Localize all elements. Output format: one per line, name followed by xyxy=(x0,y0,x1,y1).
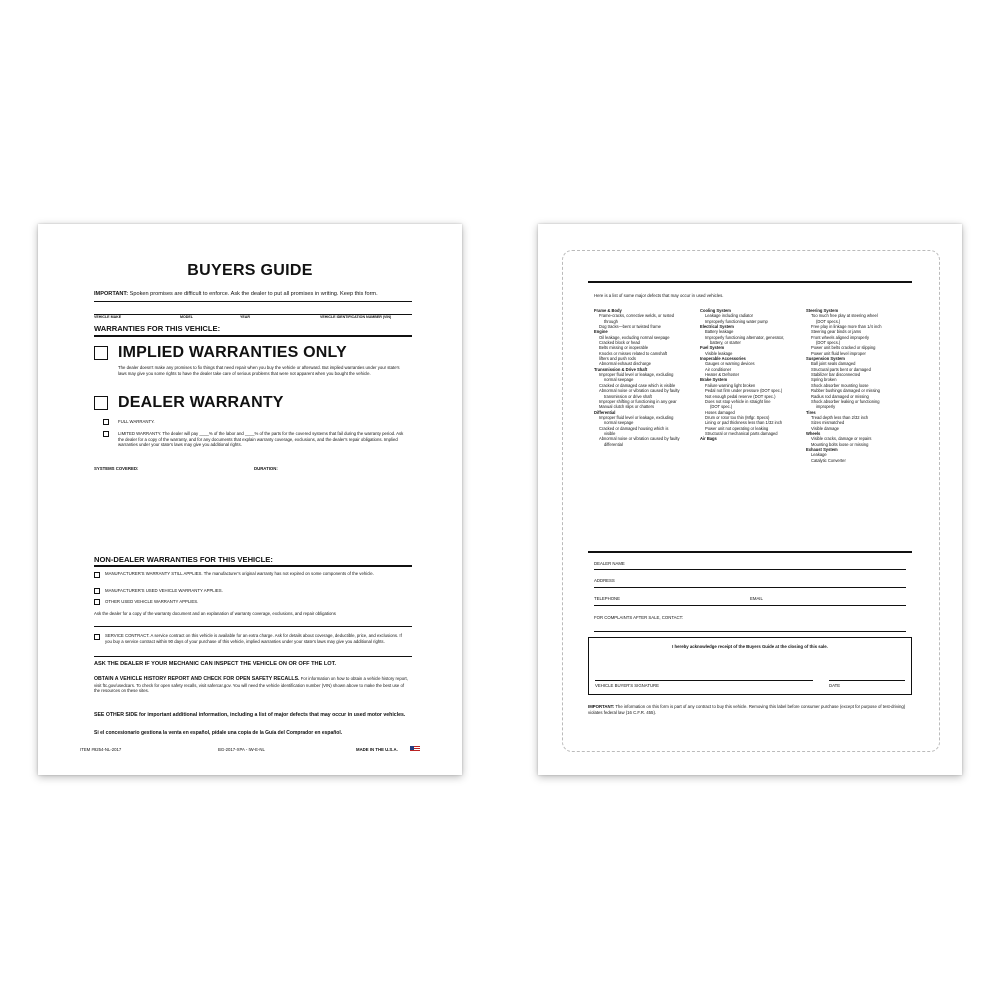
back-important-notice xyxy=(588,704,910,715)
defect-item: Manual clutch slips or chatters xyxy=(599,404,655,410)
defect-item: Free play in linkage more than 1/4 inch xyxy=(811,324,882,330)
ask-copy-text: Ask the dealer for a copy of the warranty document and an explanation of warranty coverage, exclusions, and repair obligations xyxy=(94,611,336,616)
date-label: DATE xyxy=(829,683,841,688)
important-text: Spoken promises are difficult to enforce. Ask the dealer to put all promises in writing. Keep this form. xyxy=(129,291,378,297)
defect-item: Frame-cracks, corrective welds, or rusted xyxy=(599,313,675,319)
defect-item: through xyxy=(604,318,618,324)
defect-item: Structural parts bent or damaged xyxy=(811,366,871,372)
service-contract-text: SERVICE CONTRACT. A service contract on this vehicle is available for an extra charge. Ask for details about coverage, deductible, price, and exclusions. If you buy a service contract within 90 days of your purchase of this vehicle, implied warranties under your state's laws may give you additional rights. xyxy=(105,633,402,644)
defect-item: Drum or rotor too thin (Mfgr. Specs) xyxy=(705,414,770,420)
signature-field[interactable] xyxy=(595,680,813,681)
defects-column-2 xyxy=(700,308,784,442)
vehicle-history-body: For information on how to obtain a vehicle history report, visit ftc.gov/usedcars. To check for open safety recalls, visit safercar.gov. You will need the vehicle identification number (VIN) shown above to make the best use of the resources on these sites. xyxy=(94,676,408,694)
buyers-guide-back xyxy=(538,224,962,775)
defect-category: Fuel System xyxy=(700,345,725,351)
defect-item: Pedal not firm under pressure (DOT spec.) xyxy=(705,388,783,394)
other-used-checkbox[interactable] xyxy=(94,599,100,605)
dealer-warranty-checkbox[interactable] xyxy=(94,396,108,410)
defect-item: Stabilizer bar disconnected xyxy=(811,372,861,378)
defect-item: Ball joint seals damaged xyxy=(811,361,856,367)
back-important-text: The information on this form is part of any contract to buy this vehicle. Removing this label before consumer purchase (except for purpose of test-driving) violates federal law (16 C.F.R. 455). xyxy=(588,704,906,715)
page-title: BUYERS GUIDE xyxy=(187,262,313,279)
other-used-label: OTHER USED VEHICLE WARRANTY APPLIES. xyxy=(105,599,199,604)
defect-item: Air conditioner xyxy=(705,366,732,372)
field-year[interactable]: YEAR xyxy=(240,315,250,319)
field-model[interactable]: MODEL xyxy=(180,315,193,319)
important-notice xyxy=(94,291,378,298)
defect-category: Exhaust System xyxy=(806,446,838,452)
defect-item: Sizes mismatched xyxy=(811,420,845,426)
defect-item: visible xyxy=(604,430,616,436)
see-other-side-text: SEE OTHER SIDE for important additional information, including a list of major defects that may occur in used motor vehicles. xyxy=(94,712,406,718)
acknowledge-text: I hereby acknowledge receipt of the Buyers Guide at the closing of this sale. xyxy=(672,644,828,649)
defect-item: Abnormal exhaust discharge xyxy=(599,361,651,367)
defect-item: Leakage including radiator xyxy=(705,313,754,319)
defect-category: Differential xyxy=(594,409,616,415)
defect-category: Steering System xyxy=(806,308,839,313)
defect-item: Improperly functioning alternator, generator, xyxy=(705,334,785,340)
dealer-warranty-title: DEALER WARRANTY xyxy=(118,394,284,411)
defect-item: Power unit not operating or leaking xyxy=(705,425,769,431)
defect-item: Cracked or damaged housing which is xyxy=(599,425,669,431)
defect-item: Gauges or warning devices xyxy=(705,361,755,367)
defect-item: Improper fluid level or leakage, excluding xyxy=(599,414,674,420)
defect-item: Too much free play at steering wheel xyxy=(811,313,878,319)
defects-column-3 xyxy=(806,308,882,463)
defect-item: Failure warning light broken xyxy=(705,382,756,388)
defect-item: Hoses damaged xyxy=(705,409,735,415)
vehicle-history-bold: OBTAIN A VEHICLE HISTORY REPORT AND CHECK FOR OPEN SAFETY RECALLS. xyxy=(94,676,300,682)
important-label: IMPORTANT: xyxy=(94,291,129,297)
defects-column-1 xyxy=(594,308,680,447)
defect-item: Lining or pad thickness less than 1/32 inch xyxy=(705,420,783,426)
service-contract-checkbox[interactable] xyxy=(94,634,100,640)
date-field[interactable] xyxy=(829,680,905,681)
defect-item: normal seepage xyxy=(604,420,634,426)
back-important-label: IMPORTANT: xyxy=(588,704,615,709)
defect-item: Tread depth less than 2/32 inch xyxy=(811,414,869,420)
complaints-field[interactable] xyxy=(594,631,906,632)
defect-item: Rubber bushings damaged or missing xyxy=(811,388,880,394)
systems-covered-label: SYSTEMS COVERED: xyxy=(94,466,139,471)
defect-item: improperly xyxy=(816,404,836,410)
defect-item: Front wheels aligned improperly xyxy=(811,334,870,340)
made-in-usa: MADE IN THE U.S.A. xyxy=(356,747,398,752)
defect-category: Electrical System xyxy=(700,324,734,330)
defect-item: Shock absorber leaking or functioning xyxy=(811,398,880,404)
defect-category: Cooling System xyxy=(700,308,731,313)
defect-item: Dog tracks—bent or twisted frame xyxy=(599,324,661,330)
telephone-label: TELEPHONE xyxy=(594,596,621,601)
defect-category: Transmission & Drive Shaft xyxy=(594,366,648,372)
defect-category: Tires xyxy=(806,409,816,415)
defect-category: Engine xyxy=(594,329,608,335)
defect-item: Knocks or misses related to camshaft xyxy=(599,350,668,356)
defect-item: (DOT spec.) xyxy=(710,404,733,410)
manufacturer-used-label: MANUFACTURER'S USED VEHICLE WARRANTY APPLIES. xyxy=(105,588,223,593)
buyers-guide-front xyxy=(38,224,462,775)
limited-warranty-checkbox[interactable] xyxy=(103,431,109,437)
limited-warranty-text: LIMITED WARRANTY. The dealer will pay ____% of the labor and ____% of the parts for the covered systems that fail during the warranty period. Ask the dealer for a copy of the warranty, and for any documents that explain warranty coverage, exclusions, and the dealer's repair obligations. Implied warranties under your state's laws may give you additional rights. xyxy=(118,431,404,448)
defect-item: Visible leakage xyxy=(705,350,733,356)
defect-item: Heater & Defroster xyxy=(705,372,740,378)
defect-category: Inoperable Accessories xyxy=(700,356,746,362)
vehicle-history-text xyxy=(94,676,408,694)
implied-warranties-checkbox[interactable] xyxy=(94,346,108,360)
address-label: ADDRESS xyxy=(594,578,615,583)
defect-item: Abnormal noise or vibration caused by faulty xyxy=(599,436,680,442)
defect-item: Spring broken xyxy=(811,377,837,383)
manufacturer-warranty-checkbox[interactable] xyxy=(94,572,100,578)
defect-item: Cracked or damaged case which is visible xyxy=(599,382,676,388)
defect-category: Wheels xyxy=(806,430,821,436)
complaints-label: FOR COMPLAINTS AFTER SALE, CONTACT: xyxy=(594,615,683,620)
defect-category: Air Bags xyxy=(700,436,717,442)
address-field[interactable] xyxy=(594,587,906,588)
defect-item: Visible cracks, damage or repairs xyxy=(811,436,872,442)
defect-item: Oil leakage, excluding normal seepage xyxy=(599,334,670,340)
defect-item: battery, or starter xyxy=(710,340,741,346)
defect-item: (DOT specs.) xyxy=(816,340,841,346)
full-warranty-label: FULL WARRANTY. xyxy=(118,419,155,424)
defect-category: Brake System xyxy=(700,377,728,383)
dealer-name-label: DEALER NAME xyxy=(594,561,625,566)
duration-label: DURATION: xyxy=(254,466,278,471)
telephone-email-field[interactable] xyxy=(594,605,906,606)
form-code: BG-2017-XPA - IW-E-NL xyxy=(218,747,265,752)
dealer-name-field[interactable] xyxy=(594,569,906,570)
defect-item: Leakage xyxy=(811,452,827,458)
defect-item: Radius rod damaged or missing xyxy=(811,393,869,399)
defect-item: Does not stop vehicle in straight line xyxy=(705,398,771,404)
full-warranty-checkbox[interactable] xyxy=(103,419,109,425)
ask-mechanic-text: ASK THE DEALER IF YOUR MECHANIC CAN INSPECT THE VEHICLE ON OR OFF THE LOT. xyxy=(94,661,336,667)
spanish-notice: Si el concesionario gestiona la venta en español, pídale una copia de la Guía del Comprador en español. xyxy=(94,730,343,736)
defect-item: Belts missing or inoperable xyxy=(599,345,649,351)
defect-item: Steering gear binds or jams xyxy=(811,329,862,335)
defects-intro: Here is a list of some major defects that may occur in used vehicles. xyxy=(594,293,724,298)
defect-item: Mounting bolts loose or missing xyxy=(811,441,869,447)
defect-item: Visible damage xyxy=(811,425,839,431)
defect-category: Suspension System xyxy=(806,356,845,362)
signature-label: VEHICLE BUYER'S SIGNATURE xyxy=(595,683,660,688)
email-label: EMAIL xyxy=(750,596,763,601)
defect-category: Frame & Body xyxy=(594,308,622,313)
defect-item: Structural or mechanical parts damaged xyxy=(705,430,778,436)
defect-item: Abnormal noise or vibration caused by faulty xyxy=(599,388,680,394)
defect-item: lifters and push rods xyxy=(599,356,636,362)
defect-item: Improper shifting or functioning in any gear xyxy=(599,398,677,404)
defect-item: Improperly functioning water pump xyxy=(705,318,768,324)
defect-item: Power unit fluid level improper xyxy=(811,350,866,356)
field-vin[interactable]: VEHICLE IDENTIFICATION NUMBER (VIN) xyxy=(320,315,392,319)
defect-item: Catalytic Converter xyxy=(811,457,846,463)
defect-item: transmission or drive shaft xyxy=(604,393,652,399)
implied-warranties-text: The dealer doesn't make any promises to fix things that need repair when you buy the vehicle or afterward. But implied warranties under your state's laws may give you some rights to have the dealer take care of serious problems that were not apparent when you bought the vehicle. xyxy=(118,365,400,376)
implied-warranties-title: IMPLIED WARRANTIES ONLY xyxy=(118,344,347,361)
defect-item: Battery leakage xyxy=(705,329,734,335)
defect-item: differential xyxy=(604,441,623,447)
warranties-heading: WARRANTIES FOR THIS VEHICLE: xyxy=(94,324,221,333)
defect-item: Power unit belts cracked or slipping xyxy=(811,345,876,351)
defect-item: Not enough pedal reserve (DOT spec.) xyxy=(705,393,776,399)
acknowledgment-box xyxy=(588,637,912,695)
us-flag-icon xyxy=(410,746,420,752)
manufacturer-warranty-text: MANUFACTURER'S WARRANTY STILL APPLIES. The manufacturer's original warranty has not expired on some components of the vehicle. xyxy=(105,571,374,576)
non-dealer-heading: NON-DEALER WARRANTIES FOR THIS VEHICLE: xyxy=(94,555,273,564)
defect-item: Shock absorber mounting loose xyxy=(811,382,869,388)
defect-item: normal seepage xyxy=(604,377,634,383)
manufacturer-used-checkbox[interactable] xyxy=(94,588,100,594)
item-number: ITEM #9254-NL-2017 xyxy=(80,747,122,752)
defect-item: Cracked block or head xyxy=(599,340,640,346)
defect-item: Improper fluid level or leakage, excluding xyxy=(599,372,674,378)
defect-item: (DOT specs.) xyxy=(816,318,841,324)
field-vehicle-make[interactable]: VEHICLE MAKE xyxy=(94,315,122,319)
